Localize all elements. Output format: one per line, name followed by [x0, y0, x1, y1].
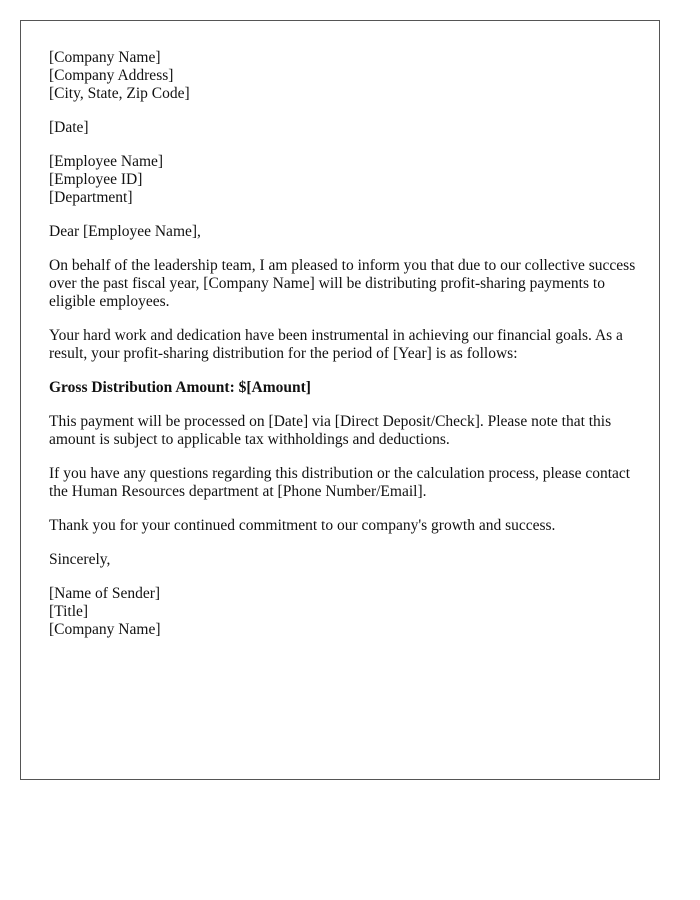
signature-block: [49, 585, 639, 639]
body-paragraph-4: If you have any questions regarding this distribution or the calculation process, please contact the Human Resources department at [Phone Number/Email].: [49, 465, 631, 500]
signature-sender-name: [Name of Sender]: [49, 585, 161, 602]
body-paragraph-5: Thank you for your continued commitment to our company's growth and success.: [49, 517, 556, 534]
letter-date: [Date]: [49, 119, 89, 136]
recipient-block: [49, 153, 639, 207]
recipient-employee-id: [Employee ID]: [49, 171, 143, 188]
sender-company-name: [Company Name]: [49, 49, 161, 66]
signature-company-name: [Company Name]: [49, 621, 161, 638]
sender-address-block: [49, 49, 639, 103]
sender-city-state-zip: [City, State, Zip Code]: [49, 85, 190, 102]
signature-title: [Title]: [49, 603, 89, 620]
letter-content: [49, 49, 639, 655]
body-paragraph-2: Your hard work and dedication have been instrumental in achieving our financial goals. As a result, your profit-sharing distribution for the period of [Year] is as follows:: [49, 327, 623, 362]
body-paragraph-3: This payment will be processed on [Date] via [Direct Deposit/Check]. Please note that this amount is subject to applicable tax withholdings and deductions.: [49, 413, 612, 448]
letter-page: [20, 20, 660, 780]
salutation: Dear [Employee Name],: [49, 223, 201, 240]
sender-company-address: [Company Address]: [49, 67, 174, 84]
recipient-employee-name: [Employee Name]: [49, 153, 164, 170]
date-block: [49, 119, 639, 137]
recipient-department: [Department]: [49, 189, 133, 206]
gross-distribution-amount: Gross Distribution Amount: $[Amount]: [49, 379, 311, 396]
body-paragraph-1: On behalf of the leadership team, I am pleased to inform you that due to our collective success over the past fiscal year, [Company Name] will be distributing profit-sharing payments to eligible employees.: [49, 257, 636, 310]
closing: Sincerely,: [49, 551, 111, 568]
